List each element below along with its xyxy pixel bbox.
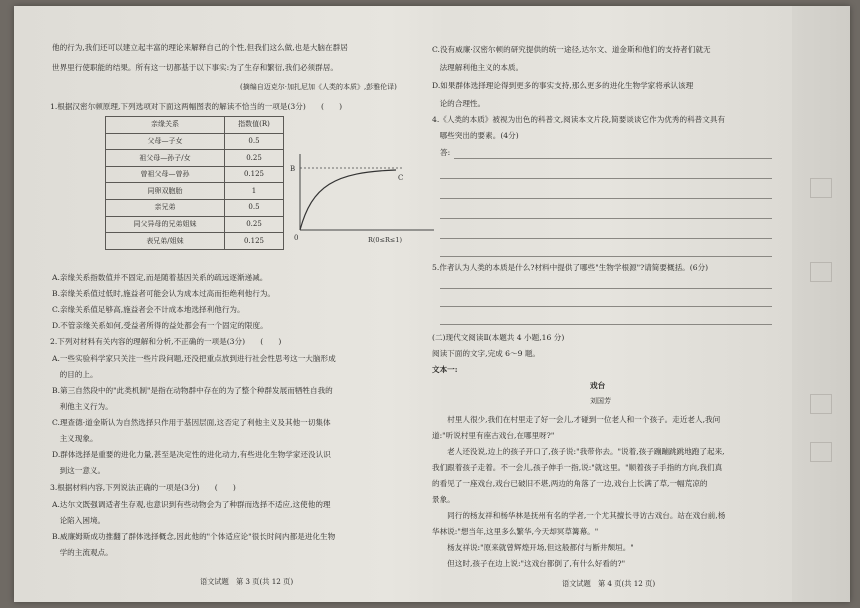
question-2: 2.下列对材料有关内容的理解和分析,不正确的一项是(3分) ( ): [50, 337, 282, 346]
bleed-box: [810, 442, 832, 462]
q2-line: 利他主义行为。: [52, 402, 113, 411]
graph-origin-label: 0: [294, 234, 299, 242]
answer-line[interactable]: [440, 178, 772, 179]
story-line: 老人还没说,边上的孩子开口了,孩子说:"我带你去。"说着,孩子蹦蹦跳跳地跑了起来,: [432, 447, 725, 456]
q2-line: 主义现象。: [52, 434, 98, 443]
table-cell: 同卵双胞胎: [106, 183, 225, 200]
q2-line: 到这一意义。: [52, 466, 106, 475]
question-5: 5.作者认为人类的本质是什么?材料中提供了哪些"生物学根源"?请简要概括。(6分): [432, 263, 709, 272]
table-header-cell: 亲缘关系: [106, 117, 225, 134]
q3-line: 论陷入困境。: [52, 516, 106, 525]
question-1: 1.根据汉密尔顿原理,下列选项对下面这两幅图表的解读不恰当的一项是(3分) ( ): [50, 102, 343, 111]
text-label: 文本一:: [432, 365, 458, 374]
table-header-row: [106, 117, 284, 134]
graph-curve: [300, 170, 396, 230]
answer-line[interactable]: [440, 306, 772, 307]
table-cell: 0.125: [225, 233, 284, 250]
q2-line: 的目的上。: [52, 370, 98, 379]
answer-line[interactable]: [440, 198, 772, 199]
table-cell: 1: [225, 183, 284, 200]
table-cell: 表兄弟/姐妹: [106, 233, 225, 250]
intro-line-2: 世界里行使职能的结果。所有这一切都基于以下事实:为了生存和繁衍,我们必须群居。: [52, 63, 338, 72]
table-row: [106, 183, 284, 200]
page-4: [432, 6, 800, 602]
bleed-box: [810, 178, 832, 198]
table-cell: 亲兄弟: [106, 199, 225, 216]
kinship-table: [105, 116, 284, 250]
question-4-cont: 哪些突出的要素。(4分): [432, 131, 519, 140]
answer-label: 答:: [440, 148, 451, 157]
bleed-box: [810, 262, 832, 282]
table-row: [106, 133, 284, 150]
q2-line: C.理查德·道金斯认为自然选择只作用于基因层面,这否定了利他主义及其他一切集体: [52, 418, 331, 427]
q3-line: A.达尔文既强调适者生存观,也意识到有些动物会为了种群而选择不适应,这使他的理: [52, 500, 331, 509]
table-row: [106, 216, 284, 233]
table-cell: 曾祖父母—曾孙: [106, 166, 225, 183]
story-line: 道:"听说村里有座古戏台,在哪里呀?": [432, 431, 555, 440]
q1-option-c: C.亲缘关系值足够高,施益者会不计成本地选择利他行为。: [52, 305, 245, 314]
question-4: 4.《人类的本质》被视为出色的科普文,阅读本文片段,简要谈谈它作为优秀的科普文具有: [432, 115, 726, 124]
page-footer-right: 语文试题 第 4 页(共 12 页): [562, 579, 656, 588]
q2-line: A.一些实验科学家只关注一些片段问题,还没把重点放到进行社会性思考这一大脑形成: [52, 354, 336, 363]
question-3: 3.根据材料内容,下列说法正确的一项是(3分) ( ): [50, 483, 236, 492]
page-footer-left: 语文试题 第 3 页(共 12 页): [200, 577, 294, 586]
answer-line[interactable]: [440, 324, 772, 325]
q1-option-d: D.不管亲缘关系如何,受益者所得的益处都会有一个固定的限度。: [52, 321, 268, 330]
q1-option-a: A.亲缘关系指数值并不固定,而是随着基因关系的疏远逐渐递减。: [52, 273, 268, 282]
q3-option-c: C.没有威廉·汉密尔顿的研究提供的统一途径,达尔文、道金斯和他们的支持者们就无: [432, 45, 711, 54]
story-line: 杨友祥说:"原来就曾辉煌开场,但这般都付与断井颓垣。": [432, 543, 634, 552]
table-cell: 0.125: [225, 166, 284, 183]
q3-line: 学的主流观点。: [52, 548, 113, 557]
intro-line-1: 他的行为,我们还可以建立起丰富的理论来解释自己的个性,但我们这么做,也是大脑在群居: [52, 43, 348, 52]
page-3: [50, 6, 438, 602]
kinship-graph: [286, 146, 436, 246]
table-row: [106, 233, 284, 250]
source-citation: (摘编自迈克尔·加扎尼加《人类的本质》,彭雅伦译): [240, 83, 397, 91]
table-row: [106, 199, 284, 216]
story-line: 我们跟着孩子走着。不一会儿,孩子伸手一指,说:"就这里。"顺着孩子手指的方向,我们真: [432, 463, 723, 472]
bleed-box: [810, 394, 832, 414]
table-cell: 同父异母的兄弟姐妹: [106, 216, 225, 233]
table-cell: 0.25: [225, 150, 284, 167]
table-cell: 0.25: [225, 216, 284, 233]
graph-x-label: R(0≤R≤1): [368, 236, 403, 244]
q2-line: B.第三自然段中的"此类机制"是指在动物群中存在的为了整个种群发展而牺牲自我的: [52, 386, 333, 395]
answer-line[interactable]: [440, 256, 772, 257]
q2-line: D.群体选择是重要的进化力量,甚至是决定性的进化动力,有些进化生物学家还没认识: [52, 450, 331, 459]
q1-option-b: B.亲缘关系值过低时,施益者可能会认为成本过高而拒绝利他行为。: [52, 289, 276, 298]
exam-sheet: [14, 6, 850, 602]
table-header-cell: 指数值(R): [225, 117, 284, 134]
q3-line: B.威廉姆斯成功推翻了群体选择概念,因此他的"个体适应论"很长时间内都是进化生物: [52, 532, 336, 541]
section-heading: (二)现代文阅读Ⅱ(本题共 4 小题,16 分): [432, 333, 565, 342]
table-cell: 0.5: [225, 133, 284, 150]
q3-option-d-cont: 论的合理性。: [432, 99, 486, 108]
graph-label-c: C: [398, 174, 404, 182]
story-title: 戏台: [590, 381, 606, 390]
answer-line[interactable]: [440, 288, 772, 289]
answer-line[interactable]: [440, 238, 772, 239]
q3-option-d: D.如果群体选择理论得到更多的事实支持,那么更多的进化生物学家将承认该理: [432, 81, 694, 90]
next-page-edge: [792, 6, 850, 602]
graph-label-b: B: [290, 165, 296, 173]
story-line: 同行的杨友祥和杨华林是抚州有名的学者,一个尤其擅长寻访古戏台。站在戏台前,杨: [432, 511, 726, 520]
table-cell: 0.5: [225, 199, 284, 216]
story-author: 刘国芳: [590, 397, 611, 405]
story-line: 的看见了一座戏台,戏台已破旧不堪,两边的角落了一边,戏台上长满了草,一幅荒凉的: [432, 479, 708, 488]
story-line: 村里人很少,我们在村里走了好一会儿,才碰到一位老人和一个孩子。走近老人,我问: [432, 415, 721, 424]
table-cell: 祖父母—孙子/女: [106, 150, 225, 167]
story-line: 景象。: [432, 495, 455, 504]
table-cell: 父母—子女: [106, 133, 225, 150]
story-line: 华林说:"想当年,这里多么繁华,今天却冥草篝幕。": [432, 527, 599, 536]
q3-option-c-cont: 法理解利他主义的本质。: [432, 63, 524, 72]
answer-line[interactable]: [454, 158, 772, 159]
answer-line[interactable]: [440, 218, 772, 219]
table-row: [106, 150, 284, 167]
story-line: 但这时,孩子在边上说:"这戏台都倒了,有什么好看的?": [432, 559, 626, 568]
reading-instruction: 阅读下面的文字,完成 6～9 题。: [432, 349, 541, 358]
table-row: [106, 166, 284, 183]
